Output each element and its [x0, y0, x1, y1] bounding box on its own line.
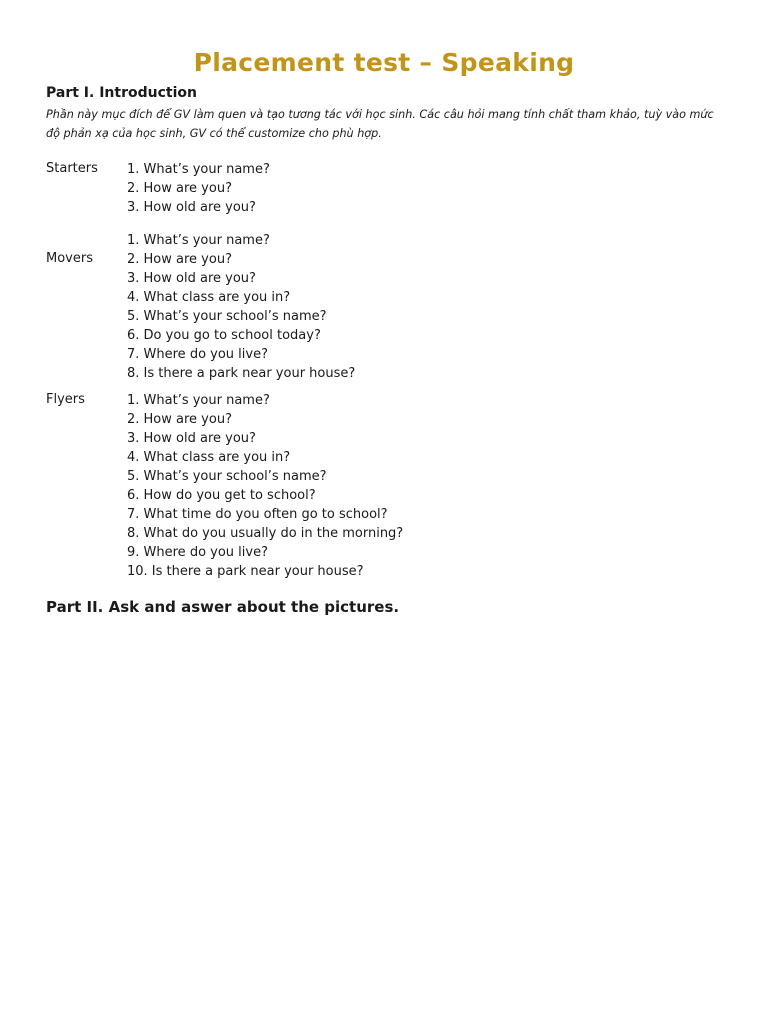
part1-intro-text: Phần này mục đích để GV làm quen và tạo tương tác với học sinh. Các câu hỏi mang tính chất tham khảo, tuỳ vào mức độ phản xạ của học sinh, GV có thể customize cho phù hợp.	[46, 108, 714, 140]
question-item: 5. What’s your school’s name?	[127, 469, 327, 484]
question-item: 7. Where do you live?	[127, 347, 268, 362]
question-item: 2. How are you?	[127, 181, 232, 196]
level-label-flyers: Flyers	[46, 392, 85, 407]
question-item: 1. What’s your name?	[127, 233, 270, 248]
question-item: 4. What class are you in?	[127, 290, 291, 305]
question-item: 9. Where do you live?	[127, 545, 268, 560]
question-item: 10. Is there a park near your house?	[127, 564, 364, 579]
question-item: 3. How old are you?	[127, 431, 256, 446]
level-label-movers: Movers	[46, 251, 93, 266]
question-list-flyers	[127, 391, 403, 581]
level-label-starters: Starters	[46, 161, 98, 176]
question-item: 4. What class are you in?	[127, 450, 291, 465]
question-item: 1. What’s your name?	[127, 162, 270, 177]
question-list-starters	[127, 160, 270, 217]
question-item: 6. Do you go to school today?	[127, 328, 321, 343]
part1-heading: Part I. Introduction	[46, 85, 197, 101]
question-item: 7. What time do you often go to school?	[127, 507, 388, 522]
question-item: 2. How are you?	[127, 412, 232, 427]
question-item: 8. What do you usually do in the morning?	[127, 526, 404, 541]
document-title: Placement test – Speaking	[193, 48, 575, 77]
question-item: 5. What’s your school’s name?	[127, 309, 327, 324]
question-item: 3. How old are you?	[127, 271, 256, 286]
question-item: 2. How are you?	[127, 252, 232, 267]
question-item: 3. How old are you?	[127, 200, 256, 215]
question-list-movers	[127, 231, 355, 383]
part2-heading: Part II. Ask and aswer about the pictures.	[46, 598, 400, 616]
question-item: 1. What’s your name?	[127, 393, 270, 408]
question-item: 8. Is there a park near your house?	[127, 366, 356, 381]
question-item: 6. How do you get to school?	[127, 488, 316, 503]
